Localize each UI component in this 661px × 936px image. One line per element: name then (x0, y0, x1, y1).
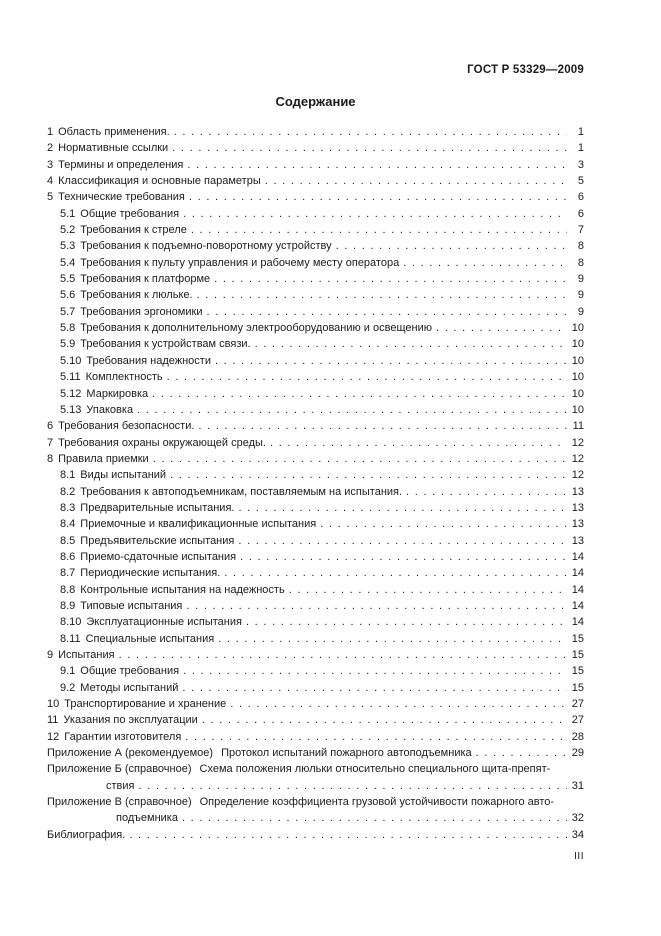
toc-entry (47, 516, 584, 532)
toc-entry-number: 5.2 (60, 224, 76, 237)
toc-leader-dots (246, 614, 567, 630)
toc-leader-dots (186, 598, 567, 614)
toc-entry-number: 8.11 (60, 632, 81, 645)
toc-entry (47, 810, 584, 826)
toc-page-number: 8 (577, 256, 584, 269)
toc-leader-dots (167, 369, 567, 385)
toc-entry-number: 9.1 (60, 665, 76, 678)
toc-leader-dots (191, 222, 567, 238)
toc-page-number: 13 (571, 534, 584, 547)
toc-page-number: 8 (577, 240, 584, 253)
toc-entry (47, 369, 584, 385)
toc-entry-title: Требования к дополнительному электрооборудованию и освещению (80, 322, 432, 335)
toc-page-number: 10 (571, 371, 584, 384)
toc-entry-title: Библиография. (47, 828, 126, 841)
toc-page-number: 14 (571, 567, 584, 580)
toc-entry-title: Общие требования (80, 665, 180, 678)
toc-page-number: 34 (571, 828, 584, 841)
toc-entry (47, 647, 584, 663)
toc-leader-dots (182, 810, 567, 826)
toc-entry-title: Предварительные испытания. (80, 501, 235, 514)
toc-page-number: 10 (571, 403, 584, 416)
toc-entry-number: 8.1 (60, 469, 76, 482)
page-title: Содержание (275, 94, 356, 109)
toc-leader-dots (270, 435, 567, 451)
toc-leader-dots (153, 451, 567, 467)
toc-entry-title: Гарантии изготовителя (64, 730, 182, 743)
toc-entry (47, 778, 584, 794)
toc-entry (47, 745, 584, 761)
toc-entry (47, 271, 584, 287)
toc-leader-dots (198, 418, 567, 434)
toc-entry-title: Методы испытаний (80, 681, 179, 694)
toc-entry (47, 418, 584, 434)
toc-entry-number: 8.5 (60, 534, 76, 547)
toc-leader-dots (436, 320, 567, 336)
toc-entry-number: 5.4 (60, 256, 76, 269)
toc-entry-title: Комплектность (85, 371, 163, 384)
toc-entry-number: 3 (47, 158, 54, 171)
toc-page-number: 15 (571, 665, 584, 678)
toc-entry-number: 5.1 (60, 207, 76, 220)
toc-leader-dots (119, 647, 567, 663)
toc-entry-title: Требования к люльке. (80, 289, 193, 302)
toc-entry-title: Требования к автоподъемникам, поставляемым на испытания. (80, 485, 403, 498)
toc-entry-title: Область применения. (58, 126, 170, 138)
toc-entry-number: 11 (47, 714, 59, 727)
toc-page-number: 9 (577, 305, 584, 318)
toc-entry-number: 5.6 (60, 289, 76, 302)
toc-entry (47, 222, 584, 238)
toc-entry-number: 5.7 (60, 305, 76, 318)
toc-entry (47, 435, 584, 451)
toc-page-number: 15 (571, 649, 584, 661)
toc-entry (47, 761, 584, 777)
toc-entry-title: Протокол испытаний пожарного автоподъемника (221, 747, 472, 760)
toc-leader-dots (152, 386, 567, 402)
toc-page-number: 27 (571, 698, 584, 711)
toc-entry (47, 549, 584, 565)
toc-leader-dots (202, 712, 567, 728)
toc-entry-number: 8.10 (60, 616, 82, 629)
toc-entry-title: Контрольные испытания на надежность (80, 583, 285, 596)
toc-entry (47, 451, 584, 467)
toc-entry (47, 533, 584, 549)
toc-entry-title: Требования эргономики (80, 305, 203, 318)
toc-entry (47, 157, 584, 173)
toc-page-number: 14 (571, 599, 584, 612)
toc-entry (47, 565, 584, 581)
toc-page-number: 1 (577, 142, 584, 155)
toc-entry-number: 8.9 (60, 599, 76, 612)
toc-entry (47, 304, 584, 320)
toc-entry-title: Требования к пульту управления и рабочему месту оператора (80, 256, 400, 269)
page-folio: III (574, 851, 584, 863)
toc-entry-number: 8.6 (60, 550, 76, 563)
toc-entry-number: 4 (47, 175, 54, 188)
toc-entry-title: Классификация и основные параметры (58, 175, 261, 188)
toc-leader-dots (189, 189, 567, 205)
toc-entry (47, 696, 584, 712)
toc-entry-title: Упаковка (86, 403, 134, 416)
toc-entry-title: Требования к платформе (80, 273, 211, 286)
toc-entry (47, 353, 584, 369)
toc-entry-title: Испытания (58, 649, 115, 661)
toc-page-number: 10 (571, 338, 584, 351)
toc-page-number: 9 (577, 289, 584, 302)
toc-entry-number: 5.13 (60, 403, 82, 416)
toc-entry-number: 5.3 (60, 240, 76, 253)
toc-entry-number: 5 (47, 191, 54, 204)
toc-entry-number: 7 (47, 436, 54, 449)
toc-leader-dots (214, 271, 567, 287)
toc-page-number: 15 (571, 632, 584, 645)
toc-entry-title: Специальные испытания (85, 632, 215, 645)
toc-appendix-label: Приложение В (справочное) (47, 796, 192, 809)
toc-entry-number: 8.4 (60, 518, 76, 531)
toc-leader-dots (238, 533, 567, 549)
table-of-contents (47, 124, 584, 843)
toc-entry-title: Предъявительские испытания (80, 534, 235, 547)
toc-entry (47, 173, 584, 189)
toc-entry-number: 5.5 (60, 273, 76, 286)
toc-entry (47, 124, 584, 140)
toc-leader-dots (129, 827, 567, 843)
toc-entry-number: 5.12 (60, 387, 82, 400)
toc-leader-dots (403, 255, 567, 271)
toc-appendix-label: Приложение А (рекомендуемое) (47, 747, 214, 760)
toc-leader-dots (137, 402, 567, 418)
toc-entry-number: 9.2 (60, 681, 76, 694)
toc-entry-title: Требования безопасности. (58, 420, 195, 433)
toc-entry (47, 729, 584, 745)
toc-page-number: 13 (571, 501, 584, 514)
toc-entry-number: 9 (47, 649, 54, 661)
toc-leader-dots (476, 745, 567, 761)
toc-leader-dots (336, 238, 567, 254)
toc-page-number: 10 (571, 354, 584, 367)
toc-page-number: 31 (571, 779, 584, 792)
toc-entry-title: Нормативные ссылки (58, 142, 169, 155)
toc-entry (47, 386, 584, 402)
toc-leader-dots (172, 140, 567, 156)
toc-leader-dots (224, 565, 567, 581)
toc-page-number: 11 (572, 420, 584, 433)
toc-entry (47, 663, 584, 679)
toc-entry (47, 206, 584, 222)
toc-entry (47, 189, 584, 205)
toc-entry-title: Эксплуатационные испытания (86, 616, 242, 629)
toc-entry-title: Требования к стреле (80, 224, 187, 237)
toc-leader-dots (406, 484, 567, 500)
toc-entry-number: 8.7 (60, 567, 76, 580)
toc-leader-dots (206, 304, 567, 320)
toc-entry-number: 6 (47, 420, 54, 433)
toc-entry-title: Типовые испытания (80, 599, 183, 612)
toc-page-number: 1 (577, 126, 584, 138)
toc-page-number: 7 (577, 224, 584, 237)
toc-page-number: 14 (571, 583, 584, 596)
toc-entry-title: Требования к устройствам связи. (80, 338, 251, 351)
toc-entry-title: подъемника (116, 812, 178, 825)
toc-entry (47, 255, 584, 271)
toc-page-number: 28 (571, 730, 584, 743)
toc-leader-dots (238, 500, 567, 516)
toc-leader-dots (183, 663, 567, 679)
toc-leader-dots (265, 173, 567, 189)
toc-page-number: 12 (571, 469, 584, 482)
toc-entry-title: Технические требования (58, 191, 185, 204)
toc-entry-number: 1 (47, 126, 54, 138)
toc-entry-number: 8.8 (60, 583, 76, 596)
toc-leader-dots (183, 206, 567, 222)
document-code: ГОСТ Р 53329—2009 (467, 64, 584, 76)
toc-entry (47, 336, 584, 352)
toc-leader-dots (182, 680, 567, 696)
toc-entry-title: Требования к подъемно-поворотному устройству (80, 240, 332, 253)
toc-entry-number: 5.11 (60, 371, 81, 384)
toc-entry (47, 712, 584, 728)
toc-appendix-label: Приложение Б (справочное) (47, 763, 192, 776)
toc-entry-title: Транспортирование и хранение (64, 698, 227, 711)
toc-page-number: 13 (571, 518, 584, 531)
toc-entry (47, 467, 584, 483)
toc-entry-number: 5.9 (60, 338, 76, 351)
toc-page-number: 15 (571, 681, 584, 694)
toc-leader-dots (185, 729, 567, 745)
toc-leader-dots (138, 778, 567, 794)
toc-entry (47, 140, 584, 156)
toc-page-number: 14 (571, 616, 584, 629)
toc-entry-title: Термины и определения (58, 158, 184, 171)
toc-entry (47, 827, 584, 843)
toc-entry (47, 794, 584, 810)
toc-leader-dots (170, 467, 567, 483)
toc-leader-dots (255, 336, 567, 352)
toc-page-number: 27 (571, 714, 584, 727)
toc-page-number: 12 (571, 436, 584, 449)
toc-page-number: 14 (571, 550, 584, 563)
toc-entry-number: 5.10 (60, 354, 82, 367)
toc-entry-title: Общие требования (80, 207, 180, 220)
toc-page-number: 3 (577, 158, 584, 171)
toc-entry-number: 8 (47, 452, 54, 465)
toc-page-number: 29 (571, 747, 584, 760)
toc-entry-number: 12 (47, 730, 60, 743)
toc-entry (47, 402, 584, 418)
toc-leader-dots (174, 124, 567, 140)
toc-page-number: 32 (571, 812, 584, 825)
toc-entry (47, 320, 584, 336)
toc-entry-number: 8.2 (60, 485, 76, 498)
toc-leader-dots (215, 353, 567, 369)
toc-entry (47, 500, 584, 516)
toc-entry-number: 8.3 (60, 501, 76, 514)
toc-entry-title: Виды испытаний (80, 469, 167, 482)
toc-entry (47, 238, 584, 254)
toc-entry-number: 10 (47, 698, 60, 711)
toc-entry (47, 631, 584, 647)
toc-entry-title: Правила приемки (58, 452, 149, 465)
toc-entry-title: ствия (106, 779, 135, 792)
toc-leader-dots (289, 582, 567, 598)
toc-entry (47, 582, 584, 598)
toc-entry-title: Требования надежности (86, 354, 211, 367)
toc-entry-title: Требования охраны окружающей среды. (58, 436, 266, 449)
toc-page-number: 12 (571, 452, 584, 465)
toc-entry-title: Приемочные и квалификационные испытания (80, 518, 317, 531)
toc-leader-dots (187, 157, 567, 173)
toc-page-number: 6 (577, 191, 584, 204)
toc-leader-dots (218, 631, 567, 647)
toc-entry-title: Приемо-сдаточные испытания (80, 550, 237, 563)
toc-leader-dots (240, 549, 567, 565)
toc-page-number: 9 (577, 273, 584, 286)
toc-page-number: 13 (571, 485, 584, 498)
toc-page-number: 6 (577, 207, 584, 220)
toc-leader-dots (320, 516, 567, 532)
toc-entry-title: Маркировка (86, 387, 149, 400)
toc-entry (47, 287, 584, 303)
toc-entry-number: 2 (47, 142, 54, 155)
toc-entry-number: 5.8 (60, 322, 76, 335)
toc-entry (47, 680, 584, 696)
toc-entry (47, 484, 584, 500)
toc-leader-dots (230, 696, 567, 712)
toc-entry-title: Периодические испытания. (80, 567, 221, 580)
toc-entry (47, 614, 584, 630)
toc-entry-title: Схема положения люльки относительно специального щита-препят- (199, 763, 551, 776)
toc-page-number: 10 (571, 322, 584, 335)
toc-page-number: 10 (571, 387, 584, 400)
toc-entry-title: Указания по эксплуатации (63, 714, 198, 727)
toc-page-number: 5 (577, 175, 584, 188)
toc-entry-title: Определение коэффициента грузовой устойчивости пожарного авто- (199, 796, 555, 809)
toc-leader-dots (197, 287, 567, 303)
toc-entry (47, 598, 584, 614)
